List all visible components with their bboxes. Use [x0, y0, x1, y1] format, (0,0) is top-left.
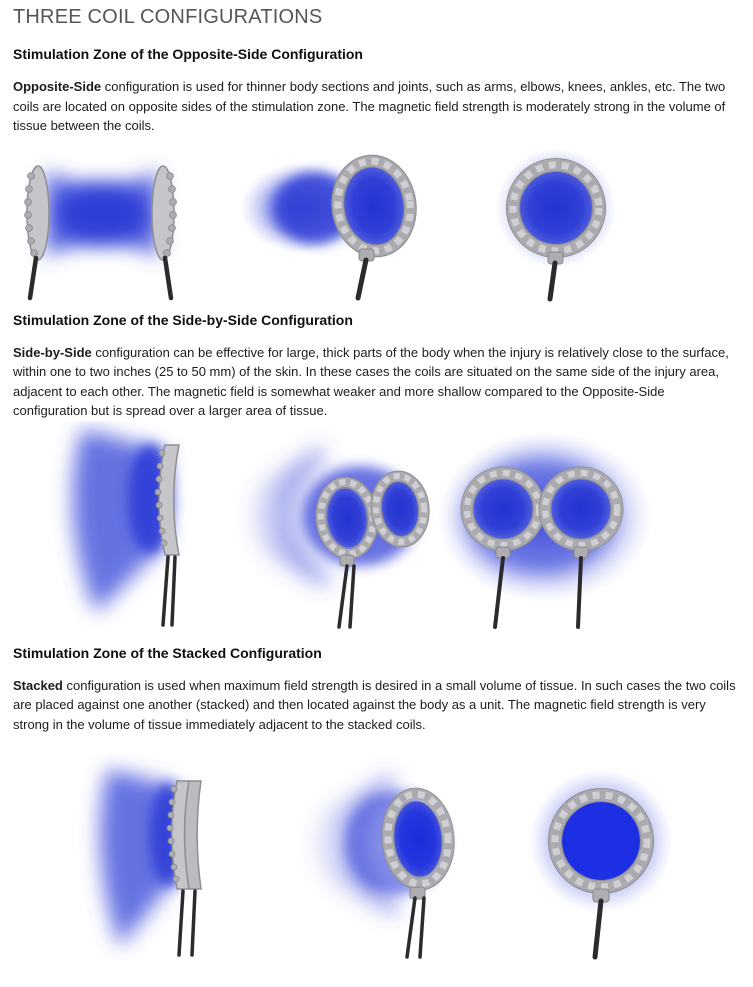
coil-cable-1 — [407, 898, 415, 957]
coil-ring-left-front — [461, 467, 545, 551]
section-heading-stacked: Stimulation Zone of the Stacked Configuration — [13, 644, 322, 661]
opposite-side-front-view — [496, 148, 616, 299]
stacked-front-view — [529, 769, 673, 957]
coil-cable-1 — [339, 566, 347, 627]
page-title: THREE COIL CONFIGURATIONS — [13, 6, 323, 28]
coil-cable-2 — [172, 557, 175, 625]
section-paragraph-stacked — [13, 676, 740, 735]
figure-side-by-side — [0, 421, 753, 633]
config-name-stacked: Stacked — [13, 677, 63, 693]
coil-cable — [358, 260, 366, 298]
opposite-side-angled-view — [240, 149, 423, 297]
section-paragraph-opposite-side — [13, 77, 740, 136]
section-opposite-side — [13, 46, 740, 304]
side-by-side-angled-view — [257, 451, 433, 627]
paragraph-text-opposite-side: configuration is used for thinner body sections and joints, such as arms, elbows, knees, ankles, etc. The two coils are located on opposite sides of the stimulation zone. The magnetic field strength is moderately strong in the volume of tissue between the coils. — [13, 79, 726, 133]
coil-cable-2 — [350, 566, 354, 627]
coil-ring-right-front — [539, 467, 623, 551]
side-by-side-illustration — [0, 421, 753, 633]
field-disc — [562, 802, 640, 880]
left-coil-cable — [30, 258, 36, 298]
coil-cable-1 — [179, 891, 183, 955]
paragraph-text-side-by-side: configuration can be effective for large, thick parts of the body when the injury is relatively close to the surface, within one to two inches (25 to 50 mm) of the skin. In these cases the coils are situated on the same side of the injury area, adjacent to each other. The magnetic field is somewhat weaker and more shallow compared to the Opposite-Side configuration but is spread over a larger area of tissue. — [13, 344, 729, 418]
section-heading-opposite-side: Stimulation Zone of the Opposite-Side Configuration — [13, 46, 363, 62]
config-name-opposite-side: Opposite-Side — [13, 79, 102, 94]
field-core — [56, 184, 148, 244]
stacked-angled-view — [321, 779, 458, 957]
figure-opposite-side — [0, 146, 753, 304]
config-name-side-by-side: Side-by-Side — [13, 344, 92, 360]
section-stacked — [13, 645, 740, 961]
section-heading-side-by-side: Stimulation Zone of the Side-by-Side Configuration — [13, 311, 353, 328]
stacked-side-view — [100, 769, 201, 955]
paragraph-text-stacked: configuration is used when maximum field strength is desired in a small volume of tissue. In such cases the two coils are placed against one another (stacked) and then located against the body as a unit. The magnetic field strength is very strong in the volume of tissue immediately adjacent to the stacked coils. — [13, 677, 736, 732]
opposite-side-pair-side-view — [25, 166, 177, 298]
coil-cable-2 — [192, 891, 195, 955]
coil-side — [159, 445, 179, 555]
right-coil-cable — [165, 258, 171, 298]
coil-cable — [550, 263, 555, 299]
stacked-illustration — [0, 755, 753, 960]
opposite-side-illustration — [0, 146, 753, 304]
section-side-by-side — [13, 312, 740, 633]
side-by-side-front-view — [437, 431, 653, 627]
side-by-side-side-view — [73, 429, 179, 625]
coil-ring-angled — [325, 149, 422, 262]
coil-cable-2 — [420, 898, 424, 957]
figure-stacked — [0, 755, 753, 960]
coil-cable-1 — [163, 557, 168, 625]
section-paragraph-side-by-side — [13, 343, 740, 421]
